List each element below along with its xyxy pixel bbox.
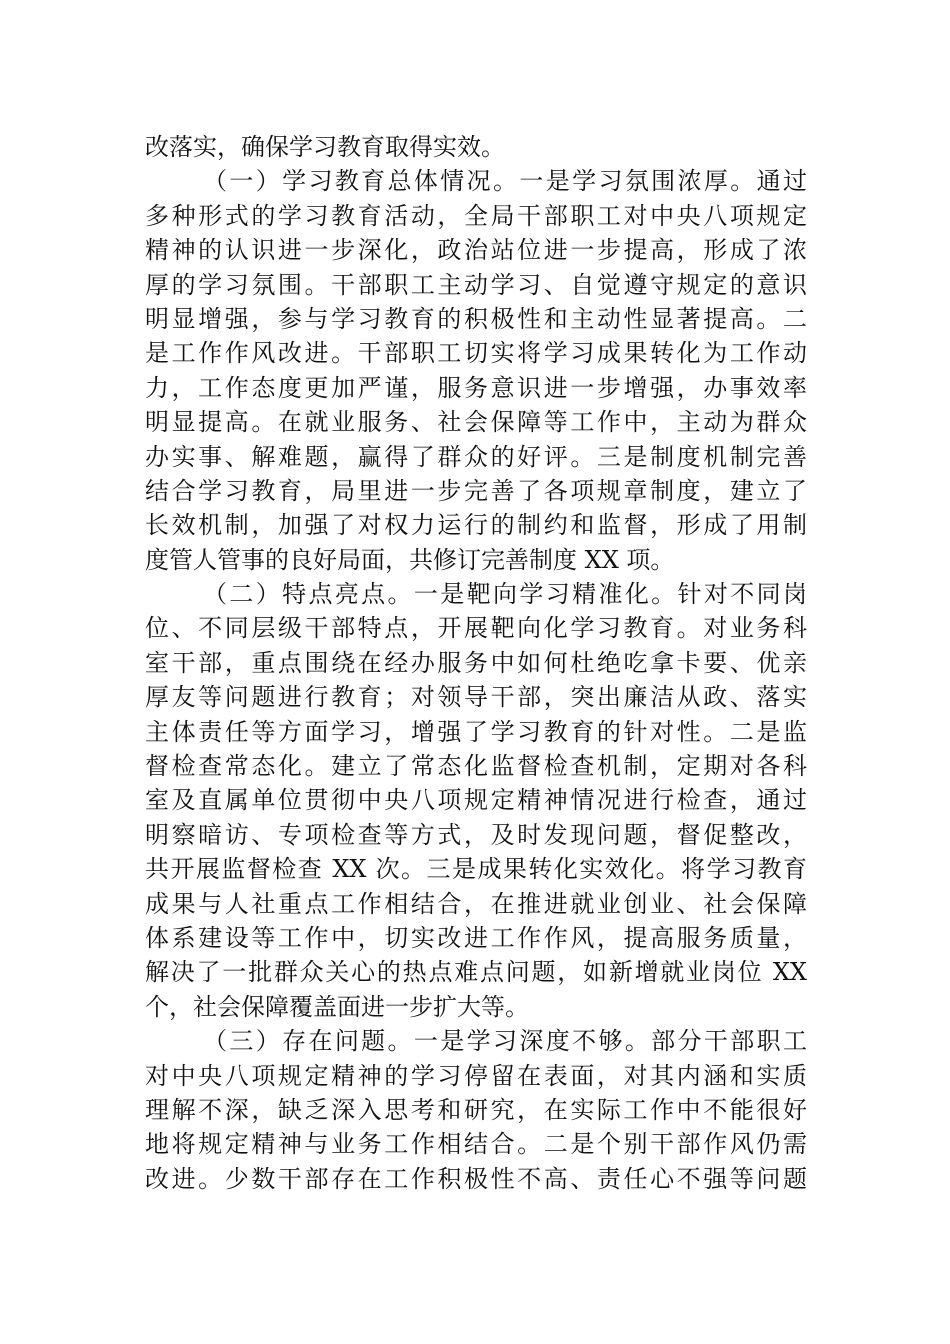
text-line: 理解不深，缺乏深入思考和研究，在实际工作中不能很好 xyxy=(145,1095,807,1124)
text-line: （三）存在问题。一是学习深度不够。部分干部职工 xyxy=(203,1027,807,1056)
text-line: （二）特点亮点。一是靶向学习精准化。针对不同岗 xyxy=(203,580,807,609)
text-line: 明察暗访、专项检查等方式，及时发现问题，督促整改， xyxy=(145,820,807,849)
text-line: 共开展监督检查 XX 次。三是成果转化实效化。将学习教育 xyxy=(145,855,807,884)
text-line: 室及直属单位贯彻中央八项规定精神情况进行检查，通过 xyxy=(145,786,807,815)
text-line: 办实事、解难题，赢得了群众的好评。三是制度机制完善 xyxy=(145,442,807,471)
text-line: 体系建设等工作中，切实改进工作作风，提高服务质量， xyxy=(145,923,807,952)
text-line: 明显增强，参与学习教育的积极性和主动性显著提高。二 xyxy=(145,304,807,333)
text-line: 多种形式的学习教育活动，全局干部职工对中央八项规定 xyxy=(145,201,807,230)
body-text xyxy=(145,130,807,1196)
text-line: 长效机制，加强了对权力运行的制约和监督，形成了用制 xyxy=(145,511,807,540)
text-line: 成果与人社重点工作相结合，在推进就业创业、社会保障 xyxy=(145,889,807,918)
text-line: 明显提高。在就业服务、社会保障等工作中，主动为群众 xyxy=(145,408,807,437)
text-line: 改落实，确保学习教育取得实效。 xyxy=(145,133,505,161)
text-line: 是工作作风改进。干部职工切实将学习成果转化为工作动 xyxy=(145,339,807,368)
text-line: 力，工作态度更加严谨，服务意识进一步增强，办事效率 xyxy=(145,373,807,402)
text-line: 厚友等问题进行教育；对领导干部，突出廉洁从政、落实 xyxy=(145,683,807,712)
text-line: 解决了一批群众关心的热点难点问题，如新增就业岗位 XX xyxy=(145,958,807,987)
text-line: 个，社会保障覆盖面进一步扩大等。 xyxy=(145,992,529,1021)
text-line: 对中央八项规定精神的学习停留在表面，对其内涵和实质 xyxy=(145,1061,807,1090)
text-line: 精神的认识进一步深化，政治站位进一步提高，形成了浓 xyxy=(145,236,807,265)
text-line: 室干部，重点围绕在经办服务中如何杜绝吃拿卡要、优亲 xyxy=(145,648,807,677)
text-line: 结合学习教育，局里进一步完善了各项规章制度，建立了 xyxy=(145,476,807,505)
text-line: 主体责任等方面学习，增强了学习教育的针对性。二是监 xyxy=(145,717,807,746)
text-line: 督检查常态化。建立了常态化监督检查机制，定期对各科 xyxy=(145,752,807,781)
text-line: 地将规定精神与业务工作相结合。二是个别干部作风仍需 xyxy=(145,1130,807,1159)
text-line: 厚的学习氛围。干部职工主动学习、自觉遵守规定的意识 xyxy=(145,270,807,299)
text-line: 改进。少数干部存在工作积极性不高、责任心不强等问题 xyxy=(145,1164,807,1193)
text-line: 度管人管事的良好局面，共修订完善制度 XX 项。 xyxy=(145,545,675,574)
text-line: （一）学习教育总体情况。一是学习氛围浓厚。通过 xyxy=(203,167,807,196)
text-line: 位、不同层级干部特点，开展靶向化学习教育。对业务科 xyxy=(145,614,807,643)
